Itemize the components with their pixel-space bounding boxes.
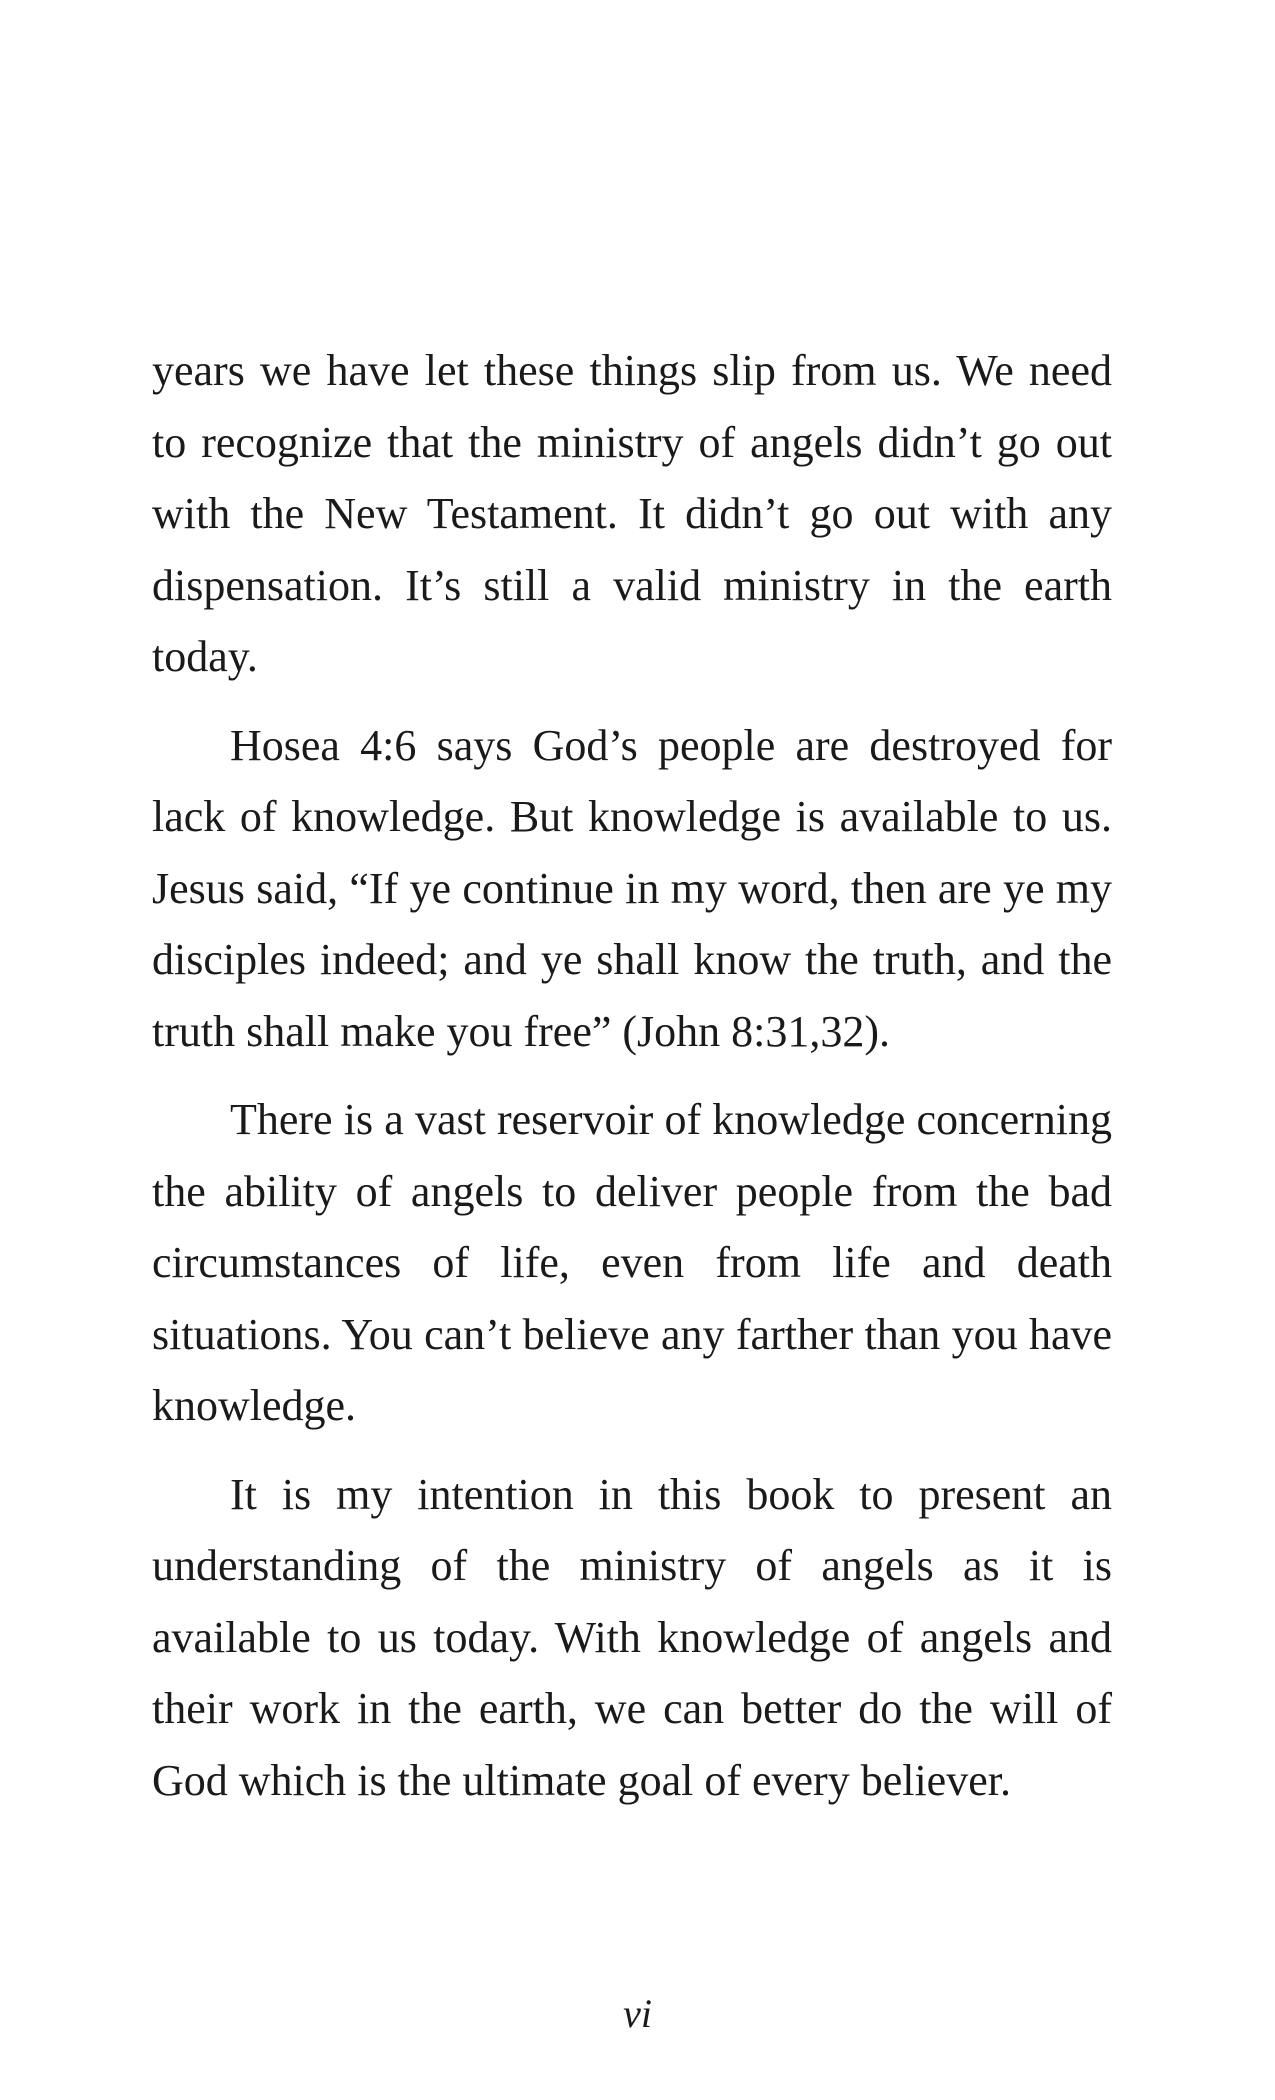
body-text xyxy=(152,335,1112,1833)
paragraph-hosea: Hosea 4:6 says God’s people are destroyed for lack of knowledge. But knowledge is available to us. Jesus said, “If ye continue in my word, then are ye my disciples indeed; and ye shall know the truth, and the truth shall make you free” (John 8:31,32). xyxy=(152,720,1112,1056)
paragraph-continuation: years we have let these things slip from us. We need to recognize that the ministry of angels didn’t go out with the New Testament. It didn’t go out with any dispensation. It’s still a valid ministry in the earth today. xyxy=(152,346,1112,681)
page-number: vi xyxy=(623,1991,652,2036)
paragraph-reservoir: There is a vast reservoir of knowledge concerning the ability of angels to deliver people from the bad circumstances of life, even from life and death situations. You can’t believe any farther than you have knowledge. xyxy=(152,1095,1112,1430)
paragraph-intention: It is my intention in this book to present an understanding of the ministry of angels as it is available to us today. With knowledge of angels and their work in the earth, we can better do the will of God which is the ultimate goal of every believer. xyxy=(152,1469,1112,1805)
